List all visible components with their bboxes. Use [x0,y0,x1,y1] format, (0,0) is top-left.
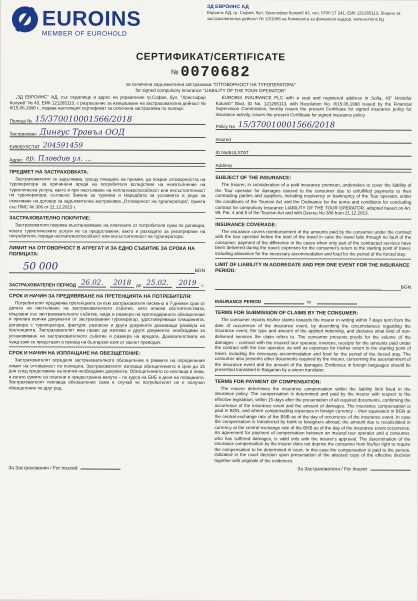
certificate-number-row [10,63,412,81]
left-period-row [9,276,205,288]
left-currency: BGN [194,268,206,274]
left-address-row [9,151,205,164]
number-label: № [171,69,179,77]
right-claims-text: The consumer reports his/her claims towards the insurer in writing within 7-days term from the date of occurrence of the insurance event, by describing the circumstances regarding the insurance event, the type and amount of the applied indemnity, and declares what kind of non-delivered services the claim refers to. The consumer presents proofs for the volume of the damages – contract with the insured tour operator, invoices, receipts for the amounts paid under the contract with the tour operator, as well as expenses for his/her return to the starting point of travel, including the necessary accommodation and food for the period of the forced stay. The consumer also presents other documents required by the insurer, concerning the ascertainment of the insurance event and the amount of the damages. Evidences in foreign languages should be presented translated in Bulgarian by a sworn translator. [214,317,411,373]
left-coverage-heading: ЗАСТРАХОВАТЕЛНО ПОКРИТИЕ: [9,215,91,222]
right-column-en [214,95,411,464]
left-eik-label: ЕИК/БУЛСТАТ [9,144,40,150]
euroins-logo-icon [12,6,38,32]
logo-subtitle: MEMBER OF EUROHOLD [41,30,128,38]
left-period-year1: 2018 [110,278,134,287]
left-eik-row [10,138,206,151]
left-limit-row [9,259,205,274]
right-period-row [215,293,411,305]
left-insured-value: Дингус Травъл ООД [39,127,125,137]
left-limit-value: 50 000 [9,262,195,274]
left-eik-value: 204591459 [42,141,83,150]
right-policy-label: Policy No [215,124,236,130]
footer-insured-label: За Застрахования / For Insured [8,465,78,472]
two-column-body [8,94,411,464]
left-address-value: гр. Пловдив ул. ... [25,154,92,163]
left-period-suffix: г. [201,282,204,288]
left-coverage-text: Застрахователя покрива възстановяване на платените от потребителя суми по договора, когато туристическите услуги не са предоставени, както и разходите за репатриране на потребителя, поради неплатежоспособност или несъстоятелност на туроператора. [9,222,206,240]
right-period-to-label: to [307,299,312,305]
footer-insured [8,466,209,472]
left-period-to-label: до [136,282,142,288]
left-payment-heading: СРОК И НАЧИН НА ИЗПЛАЩАНЕ НА ОБЕЗЩЕТЕНИЕ: [8,350,141,357]
subtitle-en: for signed compulsory insurance "LIABILITY OF THE TOUR OPERATOR" [135,87,286,93]
right-limit-row [215,276,411,291]
left-period-label: ЗАСТРАХОВАТЕЛЕН ПЕРИОД [9,282,77,288]
left-period-year2: 2019 [176,279,200,288]
left-insured-label: Застрахован [9,131,37,137]
left-column-bg [8,94,205,463]
left-address-label: Адрес [9,157,23,163]
right-insured-label: Insured [215,137,231,143]
left-payment-text: Застрахователят определя застрахователното обезщетение в рамките на определения лимит на отговорност по полицата. Застрахователят изплаща обезщетението в срок до 15 дни след представяне на всички необходими документи. Обезщетението се изплаща в лева, а когато сумите са платени в чуждестранна валута – по курса на БНБ в деня на плащането. Застрахователят изплаща обезщетение само в случай че потребителят не е получил обезщетение по друг ред. [8,357,205,391]
left-intro: „ЗД ЕВРОИНС" АД, със седалище и адрес на управление гр.София, бул. "Христофор Колумб" № 43, ЕИК 121265113, с разрешение за извършване на застрахователна дейност № 8/15.06.1998 г., издава настоящия сертификат за сключена застраховка по полица: [9,94,206,112]
left-policy-row [10,112,206,125]
left-period-to: 25.02. [143,279,171,288]
right-subject-heading: SUBJECT OF THE INSURANCE: [215,175,292,182]
certificate-number: 0070682 [180,63,251,82]
signature-footer [8,466,410,472]
certificate-title: СЕРТИФИКАТ/CERTIFICATE [135,51,286,64]
header-company-info [207,5,412,22]
right-coverage-heading: INSURANCE COVERAGE: [215,221,277,228]
right-period-label: INSURANCE PERIOD [214,299,262,305]
euroins-logo [12,6,142,37]
right-address-label: Address [215,163,233,169]
left-claims-heading: СРОК И НАЧИН ЗА ПРЕДЯВЯВАНЕ НА ПРЕТЕНЦИЯТА НА ПОТРЕБИТЕЛЯ: [9,293,192,300]
right-policy-value: 15/370010001566/2018 [238,120,336,130]
left-period-from: 26.02. [78,278,106,287]
right-payment-text: The insurer determines the insurance compensation within the liability limit fixed in the insurance policy. The compensation is determined and paid by the insurer with respect to the effective legislation, within 15 days after the presentation of all required documents, confirming the occurrence of the insurance event and the amount of damages. The insurance compensation is paid in BGN, and where compensating expenses in foreign currency – their equivalent in BGN at the central exchange rate of the BNB as of the day of occurrence of the insurance event. In case the compensation is transferred by bank to foreigners abroad, the amount due is recalculated in currency at the central exchange rate of the BNB as of the day of the insurance event occurrence. An agreement for payment of compensation between an insured tour operator and a consumer, who has suffered damages, is valid only with the insurer's approval. The determination of the insurance compensation by the insurer does not deprive the consumer from his/her right to require the compensation to be determined in court. In this case the compensation is paid to the person, indicated in the court decision upon presentation of the attested copy of the effective decision together with originals of the evidences. [214,385,411,464]
right-eik-label: ID No/BULSTAT [215,150,249,156]
right-insured-row [216,131,412,144]
left-claims-text: Потребителят предявява претенцията си към застрахователя писмено в 7-дневен срок от датата на настъпване на застрахователното събитие, като описва обстоятелствата, свързани със застрахователното събитие, вида и размера на претендираното обезщетение и прилага всички документи от застрахования туроператор, удостоверяващи плащанията, договора с туроператора, фактури, разписки и други документи доказващи размера на претенцията. Застрахователят има право да изисква и други документи, необходими за установяване на застрахователното събитие и размера на вредата. Доказателствата на чужд език се представят в превод на български език от заклет преводач. [8,300,205,345]
footer-insurer [209,467,410,473]
left-limit-heading: ЛИМИТ НА ОТГОВОРНОСТ В АГРЕГАТ И ЗА ЕДНО СЪБИТИЕ ЗА СРОКА НА ПОЛИЦАТА: [9,245,195,258]
right-subject-text: The Insurer, in consideration of a paid insurance premium, undertakes to cover the liability of the Tour operator for damages caused to the consumer due to unfulfilled payments to their contracting parties and suppliers, including insolvency or bankruptcy of the Tour operator, under the conditions of the Tourism Act and the Ordinance for the terms and conditions for concluding contract for compulsory insurance LIABILITY OF THE TOUR OPERATOR, adopted based on Art. 99, Par. 4 and 5 of the Tourism Act and with Decree No 306 from 21.12.2013. [215,182,412,216]
left-subject-text: Застрахователят се задължава, срещу плащане на премия, да покрие отговорността на туроператора за причинени вреди на потребителя вследствие на неизпълнение на туристическа услуга, както и при настъпване на неплатежоспособност или несъстоятелност на туроператора, съгласно Закона за туризма и Наредбата за условията и реда за сключване на договор за задължителна застраховка „Отговорност на туроператора", приета със ПМС № 306 от 21.12.2013 г. [9,176,206,210]
right-intro: EUROINS INSURANCE PLC with a seat and registered address in Sofia, 43" Hristofor Kolumb" Blvd, ID No. 121265113, with Resolution No. 8/15.06.1998 issued by the Financial Supervision Commission, hereby issues the present Certificate for signed insurance policy for insurance activity, issues the present Certificate for signed insurance policy [215,95,412,118]
right-coverage-text: The insurance covers reimbursement of the amounts paid by the consumer under the contract with the tour operator before the start of the travel in case the travel fails through no fault of the consumer; payment of the difference in the cases when only part of the contracted services have been delivered during the travel; expenses for the consumer's return to the starting point of travel, including allowance for the necessary accommodation and food for the period of the forced stay. [215,228,412,257]
right-policy-row [216,118,412,131]
left-policy-value: 15/370010001566/2018 [35,114,133,124]
right-limit-line [215,289,401,291]
left-subject-heading: ПРЕДМЕТ НА ЗАСТРАХОВКАТА: [9,169,89,176]
header [10,2,412,51]
right-eik-row [216,144,412,157]
subtitle-bg: за сключена задължителна застраховка "ОТГОВОРНОСТ НА ТУРОПЕРАТОРА" [125,81,296,88]
right-limit-heading: LIMIT OF LIABILITY IN AGGREGATE AND PER ONE EVENT FOR THE INSURANCE PERIOD: [215,262,410,275]
right-payment-heading: TERMS FOR PAYMENT OF COMPENSATION: [214,378,322,386]
header-company-details: Евроинс АД, гр. София, бул. Христофор Колумб 43, тел. 0700 17 241, ЕИК 121265113, Лиценз за застрахователна дейност № 10/1998 на Комисията за финансов надзор, www.euroins.bg [206,10,401,22]
right-address-row [215,157,411,170]
left-policy-label: Полица № [9,118,33,124]
footer-insurer-label: За Застрахователя / For Insurer [297,466,368,473]
left-insured-row [10,125,206,138]
logo-text: EUROINS [41,7,142,31]
right-currency: BGN [400,286,412,292]
right-claims-heading: TERMS FOR SUBMISSION OF CLAIMS BY THE CONSUMER: [214,310,359,317]
header-company-name: ЗД ЕВРОИНС АД [207,3,249,11]
